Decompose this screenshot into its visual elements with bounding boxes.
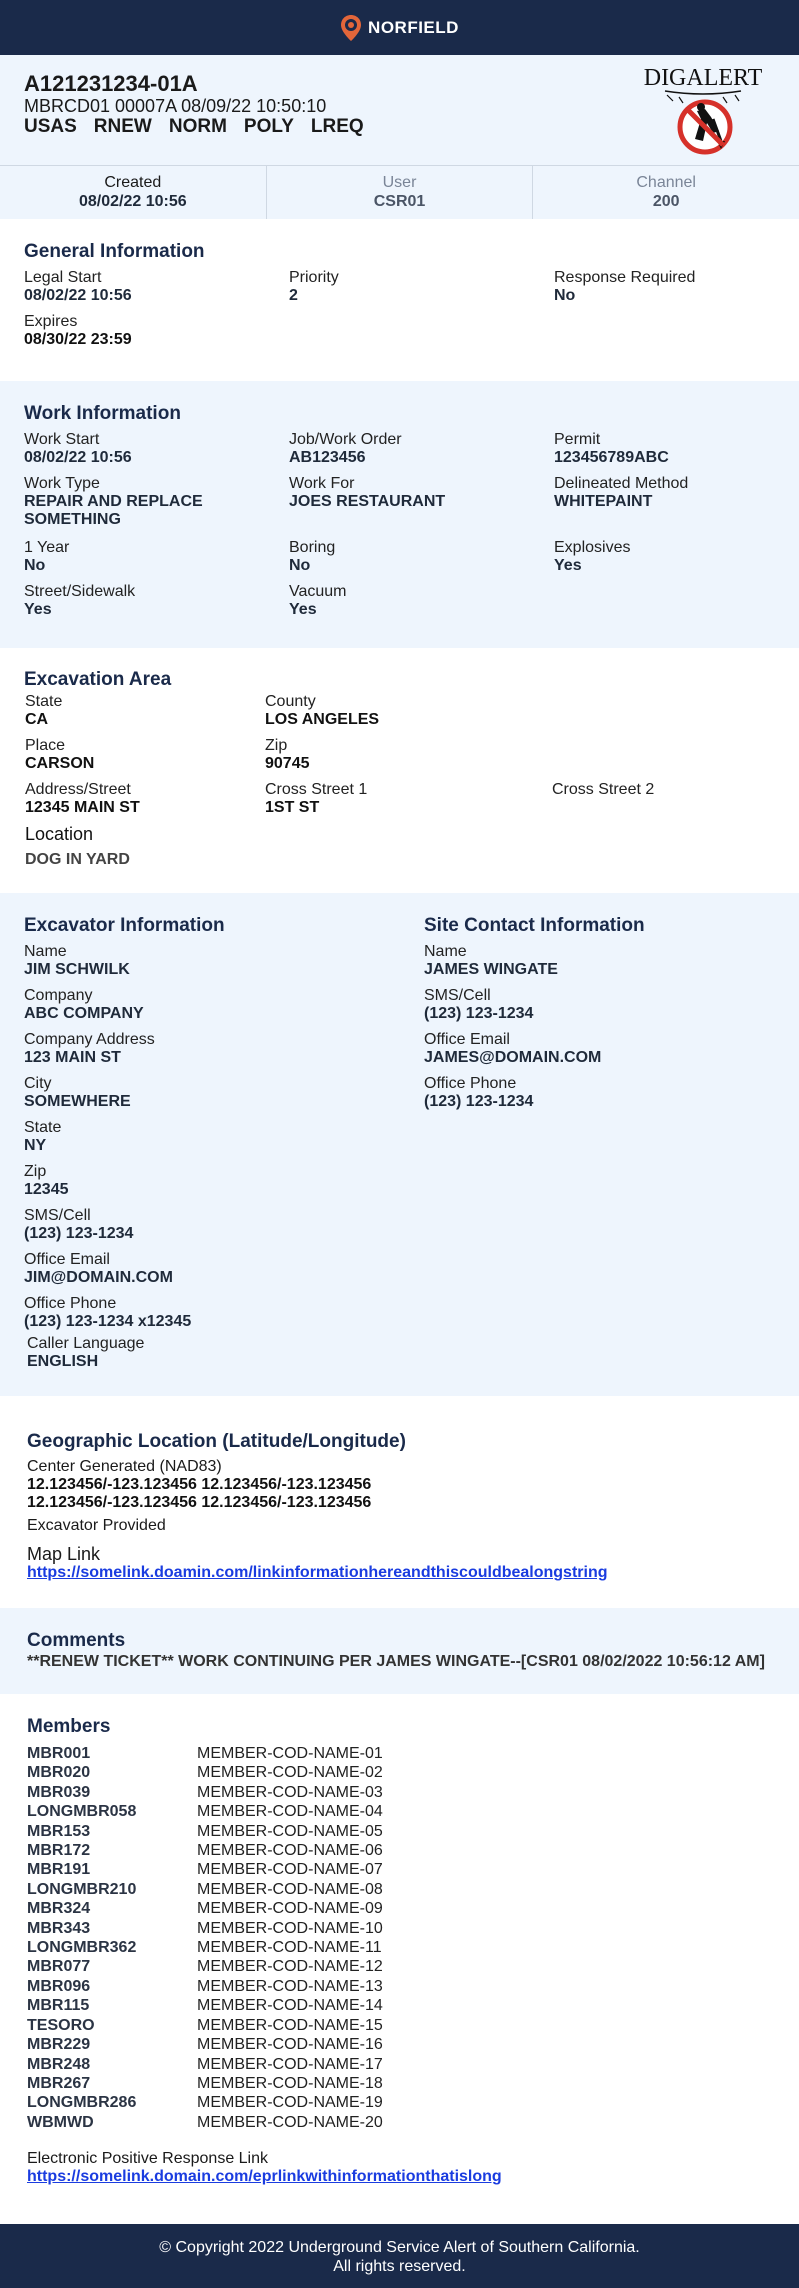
member-code: MBR096	[27, 1977, 91, 1995]
section-title: Excavation Area	[24, 669, 172, 690]
field-excavator-zip	[24, 1163, 424, 1199]
member-name: MEMBER-COD-NAME-03	[197, 1783, 383, 1801]
field-value: 12345 MAIN ST	[25, 799, 140, 816]
field-label: State	[24, 1119, 62, 1136]
field-label: Company	[24, 987, 93, 1004]
field-label: Legal Start	[24, 269, 102, 286]
field-label: Zip	[24, 1163, 47, 1180]
member-code: MBR229	[27, 2036, 91, 2054]
field-value: 123456789ABC	[554, 449, 669, 466]
field-vacuum	[289, 583, 554, 619]
member-code: LONGMBR210	[27, 1880, 137, 1898]
meta-label: Created	[104, 174, 162, 191]
footer	[0, 2224, 799, 2288]
field-site-phone	[424, 1075, 775, 1111]
field-value: JAMES@DOMAIN.COM	[424, 1049, 602, 1066]
member-name: MEMBER-COD-NAME-06	[197, 1842, 383, 1860]
member-name: MEMBER-COD-NAME-01	[197, 1745, 383, 1762]
field-county	[265, 693, 552, 729]
map-link[interactable]: https://somelink.doamin.com/linkinformationhereandthiscouldbealongstring	[27, 1564, 608, 1581]
member-code: LONGMBR286	[27, 2094, 137, 2112]
field-value: ABC COMPANY	[24, 1005, 144, 1022]
field-excavator-email	[24, 1251, 424, 1287]
field-value: CA	[25, 711, 49, 728]
member-code: MBR191	[27, 1861, 91, 1879]
field-label: Company Address	[24, 1031, 155, 1048]
field-label: Cross Street 1	[265, 781, 368, 798]
field-job-order	[289, 431, 554, 467]
copyright-line: All rights reserved.	[333, 2258, 466, 2275]
member-code: MBR077	[27, 1958, 91, 1976]
members-section	[0, 1694, 799, 2186]
general-information-section	[0, 219, 799, 381]
member-code: MBR248	[27, 2055, 91, 2073]
field-label: Office Phone	[24, 1295, 117, 1312]
member-name: MEMBER-COD-NAME-15	[197, 2016, 383, 2034]
field-value: 08/30/22 23:59	[24, 331, 132, 348]
work-information-section	[0, 381, 799, 648]
ticket-number: A121231234-01A	[24, 71, 198, 96]
field-label: Place	[25, 737, 66, 754]
field-value: 90745	[265, 755, 310, 772]
coords-line: 12.123456/-123.123456 12.123456/-123.123456	[27, 1494, 372, 1511]
field-label: 1 Year	[24, 539, 70, 556]
member-code: MBR020	[27, 1764, 91, 1782]
top-header	[0, 0, 799, 55]
field-response-required	[554, 269, 784, 305]
field-label: Street/Sidewalk	[24, 583, 136, 600]
field-label: Zip	[265, 737, 288, 754]
field-label: Explosives	[554, 539, 631, 556]
section-title: General Information	[24, 241, 205, 262]
field-state	[25, 693, 265, 729]
field-value: SOMEWHERE	[24, 1093, 131, 1110]
ticket-subline: MBRCD01 00007A 08/09/22 10:50:10	[24, 96, 327, 116]
field-label: Name	[24, 943, 67, 960]
field-value: 12345	[24, 1181, 69, 1198]
field-excavator-name	[24, 943, 424, 979]
member-name: MEMBER-COD-NAME-17	[197, 2055, 383, 2073]
member-name: MEMBER-COD-NAME-08	[197, 1880, 383, 1898]
member-code: MBR001	[27, 1745, 91, 1762]
member-name: MEMBER-COD-NAME-05	[197, 1822, 383, 1840]
field-caller-language	[24, 1335, 424, 1371]
field-label: Job/Work Order	[289, 431, 402, 448]
member-name: MEMBER-COD-NAME-18	[197, 2074, 383, 2092]
field-label: Priority	[289, 269, 339, 286]
field-excavator-state	[24, 1119, 424, 1155]
field-value: ENGLISH	[27, 1353, 99, 1370]
field-label: Caller Language	[27, 1335, 145, 1352]
ticket-type: LREQ	[310, 116, 364, 137]
field-excavator-sms	[24, 1207, 424, 1243]
field-place	[25, 737, 265, 773]
ticket-type: RNEW	[93, 116, 152, 137]
copyright-line: © Copyright 2022 Underground Service Alert of Southern California.	[159, 2239, 640, 2256]
digalert-logo-text: DIGALERT	[643, 65, 763, 91]
ticket-type: NORM	[168, 116, 227, 137]
center-generated-label: Center Generated (NAD83)	[27, 1458, 222, 1475]
field-address	[25, 781, 265, 817]
members-list	[27, 1744, 775, 2132]
meta-created	[0, 166, 267, 219]
member-name: MEMBER-COD-NAME-07	[197, 1861, 383, 1879]
meta-user	[267, 166, 534, 219]
member-code: MBR324	[27, 1900, 91, 1918]
map-link-label: Map Link	[27, 1544, 101, 1564]
field-value: 2	[289, 287, 298, 304]
digalert-logo	[643, 61, 763, 157]
member-code: MBR343	[27, 1919, 91, 1937]
epr-link[interactable]: https://somelink.domain.com/eprlinkwithinformationthatislong	[27, 2168, 502, 2186]
field-label: Address/Street	[25, 781, 131, 798]
field-label: County	[265, 693, 316, 710]
field-value: JIM@DOMAIN.COM	[24, 1269, 173, 1286]
field-label: Permit	[554, 431, 601, 448]
field-delineated-method	[554, 475, 784, 529]
field-value: No	[289, 557, 311, 574]
field-value: LOS ANGELES	[265, 711, 380, 728]
site-contact-information	[424, 915, 775, 1396]
member-name: MEMBER-COD-NAME-02	[197, 1764, 383, 1782]
member-code: LONGMBR058	[27, 1803, 137, 1821]
member-code: LONGMBR362	[27, 1939, 137, 1957]
member-code: MBR115	[27, 1997, 90, 2015]
contacts-section	[0, 893, 799, 1396]
section-title: Geographic Location (Latitude/Longitude)	[27, 1431, 406, 1452]
meta-label: Channel	[636, 174, 696, 191]
brand-name: NORFIELD	[368, 17, 459, 37]
meta-channel	[533, 166, 799, 219]
field-value: REPAIR AND REPLACE SOMETHING	[24, 493, 203, 528]
field-value: AB123456	[289, 449, 366, 466]
field-value: (123) 123-1234 x12345	[24, 1313, 192, 1330]
field-one-year	[24, 539, 289, 575]
ticket-type: POLY	[243, 116, 294, 137]
field-label: Response Required	[554, 269, 696, 286]
coords-line: 12.123456/-123.123456 12.123456/-123.123456	[27, 1476, 372, 1493]
field-label: Name	[424, 943, 467, 960]
epr-link-label: Electronic Positive Response Link	[27, 2150, 269, 2168]
field-value: No	[554, 287, 576, 304]
field-label: Office Email	[424, 1031, 510, 1048]
meta-value: 08/02/22 10:56	[79, 193, 187, 210]
member-code: MBR267	[27, 2074, 91, 2092]
field-site-sms	[424, 987, 775, 1023]
member-code: MBR153	[27, 1822, 91, 1840]
field-value: (123) 123-1234	[424, 1093, 534, 1110]
section-title: Excavator Information	[24, 915, 225, 936]
field-label: Work Type	[24, 475, 100, 492]
field-priority	[289, 269, 554, 305]
member-name: MEMBER-COD-NAME-13	[197, 1977, 383, 1995]
section-title: Site Contact Information	[424, 915, 645, 936]
member-name: MEMBER-COD-NAME-12	[197, 1958, 383, 1976]
field-value: (123) 123-1234	[24, 1225, 134, 1242]
field-work-for	[289, 475, 554, 529]
field-street-sidewalk	[24, 583, 289, 619]
field-label: City	[24, 1075, 52, 1092]
excavator-provided-label: Excavator Provided	[27, 1517, 166, 1534]
field-label: Location	[25, 824, 94, 844]
field-label: Work For	[289, 475, 355, 492]
field-value: 08/02/22 10:56	[24, 449, 132, 466]
ticket-type: USAS	[24, 116, 77, 137]
field-label: Delineated Method	[554, 475, 689, 492]
member-name: MEMBER-COD-NAME-11	[197, 1939, 382, 1957]
field-value: Yes	[554, 557, 582, 574]
field-boring	[289, 539, 554, 575]
field-legal-start	[24, 269, 289, 305]
field-company-address	[24, 1031, 424, 1067]
section-title: Comments	[27, 1630, 126, 1651]
comments-section	[0, 1608, 799, 1694]
field-value: DOG IN YARD	[25, 851, 130, 868]
field-company	[24, 987, 424, 1023]
ticket-header	[0, 55, 799, 165]
field-site-name	[424, 943, 775, 979]
field-value: 1ST ST	[265, 799, 320, 816]
field-site-email	[424, 1031, 775, 1067]
meta-label: User	[382, 174, 417, 191]
field-value: JAMES WINGATE	[424, 961, 558, 978]
field-value: JOES RESTAURANT	[289, 493, 446, 510]
field-label: Work Start	[24, 431, 100, 448]
member-name: MEMBER-COD-NAME-20	[197, 2113, 383, 2131]
field-value: JIM SCHWILK	[24, 961, 130, 978]
field-value: Yes	[289, 601, 317, 618]
meta-value: 200	[652, 193, 680, 210]
field-expires	[24, 313, 775, 349]
meta-value: CSR01	[373, 193, 426, 210]
field-excavator-phone	[24, 1295, 424, 1331]
field-work-start	[24, 431, 289, 467]
field-zip	[265, 737, 552, 773]
field-label: Office Phone	[424, 1075, 517, 1092]
field-value: NY	[24, 1137, 47, 1154]
field-value: 123 MAIN ST	[24, 1049, 121, 1066]
excavation-area-section	[0, 648, 799, 893]
member-name: MEMBER-COD-NAME-10	[197, 1919, 383, 1937]
section-title: Work Information	[24, 403, 181, 424]
member-name: MEMBER-COD-NAME-19	[197, 2094, 383, 2112]
field-label: Office Email	[24, 1251, 110, 1268]
field-explosives	[554, 539, 784, 575]
member-code: MBR172	[27, 1842, 91, 1860]
member-code: MBR039	[27, 1783, 91, 1801]
member-name: MEMBER-COD-NAME-04	[197, 1803, 383, 1821]
norfield-pin-icon	[340, 14, 362, 42]
section-title: Members	[27, 1716, 111, 1737]
field-work-type	[24, 475, 289, 529]
member-code: TESORO	[27, 2016, 95, 2034]
field-cross-street-2	[552, 781, 782, 817]
excavator-information	[24, 915, 424, 1396]
comment-text: **RENEW TICKET** WORK CONTINUING PER JAMES WINGATE--[CSR01 08/02/2022 10:56:12 AM]	[27, 1653, 765, 1670]
field-label: Expires	[24, 313, 78, 330]
field-cross-street-1	[265, 781, 552, 817]
field-label: SMS/Cell	[24, 1207, 91, 1224]
field-label: Cross Street 2	[552, 781, 655, 798]
field-value: WHITEPAINT	[554, 493, 653, 510]
field-label: Vacuum	[289, 583, 347, 600]
field-location	[24, 823, 775, 869]
field-label: Boring	[289, 539, 336, 556]
field-label: SMS/Cell	[424, 987, 491, 1004]
field-value: 08/02/22 10:56	[24, 287, 132, 304]
member-name: MEMBER-COD-NAME-09	[197, 1900, 383, 1918]
ticket-meta-row	[0, 165, 799, 219]
field-label: State	[25, 693, 63, 710]
field-value: No	[24, 557, 46, 574]
member-code: WBMWD	[27, 2113, 94, 2131]
field-value: CARSON	[25, 755, 95, 772]
geographic-location-section	[0, 1396, 799, 1608]
field-city	[24, 1075, 424, 1111]
field-permit	[554, 431, 784, 467]
member-name: MEMBER-COD-NAME-16	[197, 2036, 383, 2054]
field-value: Yes	[24, 601, 52, 618]
field-value: (123) 123-1234	[424, 1005, 534, 1022]
member-name: MEMBER-COD-NAME-14	[197, 1997, 383, 2015]
